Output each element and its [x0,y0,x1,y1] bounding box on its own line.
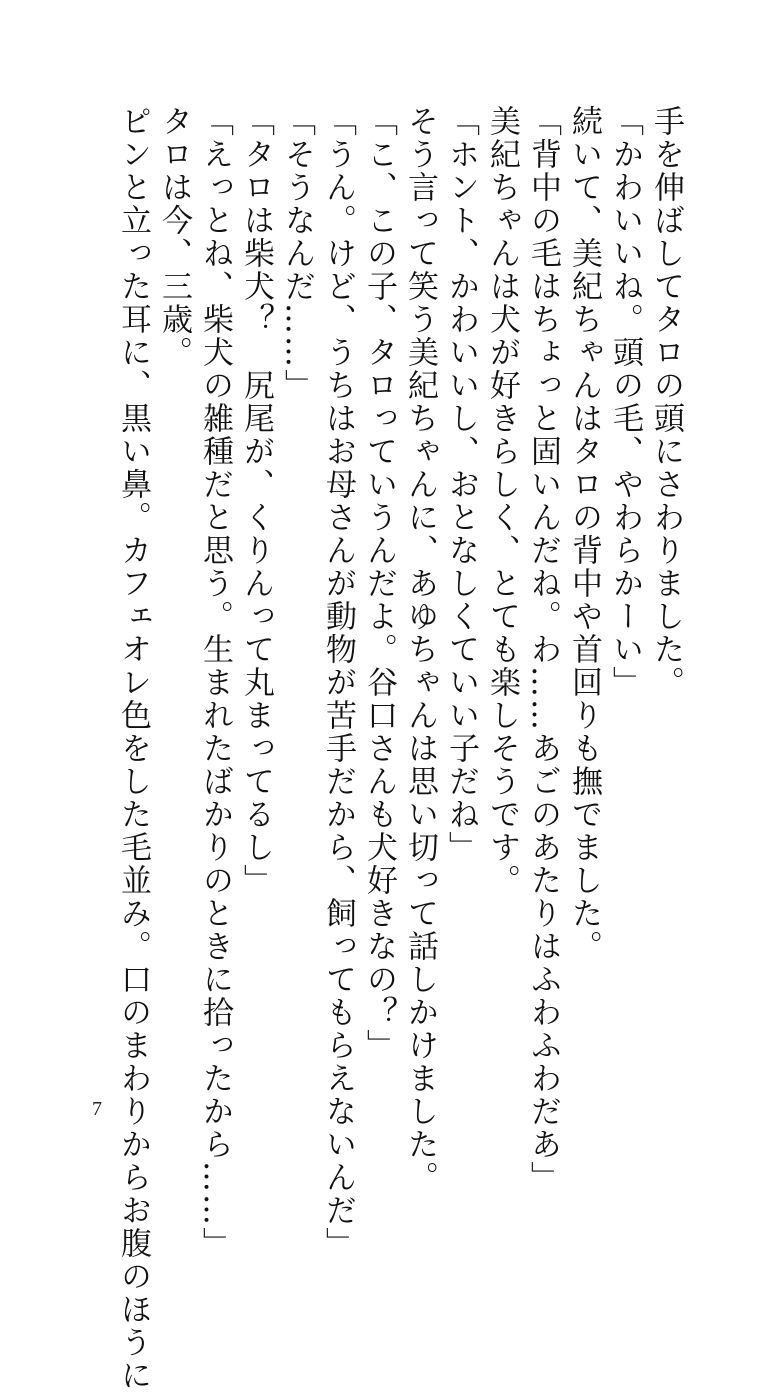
text-line: タロは今、三歳。 [156,105,192,369]
text-line: 「こ、この子、タロっていうんだよ。谷口さんも犬好きなの？」 [361,105,397,1062]
text-line: 手を伸ばしてタロの頭にさわりました。 [648,105,684,699]
text-line: 「ホント、かわいいし、おとなしくていい子だね」 [443,105,479,864]
text-line: 続いて、美紀ちゃんはタロの背中や首回りも撫でました。 [566,105,602,963]
text-line: そう言って笑う美紀ちゃんに、あゆちゃんは思い切って話しかけました。 [402,105,438,1194]
page-number: 7 [92,1098,102,1120]
text-line: 「えっとね、柴犬の雑種だと思う。生まれたばかりのときに拾ったから……」 [197,105,233,1260]
text-line: 「背中の毛はちょっと固いんだね。わ……あごのあたりはふわふわだあ」 [525,105,561,1194]
text-line: 「タロは柴犬？ 尻尾が、くりんって丸まってるし」 [238,105,274,897]
vertical-text-body [66,105,686,1392]
text-line: 美紀ちゃんは犬が好きらしく、とても楽しそうです。 [484,105,520,897]
text-line: 「そうなんだ……」 [279,105,315,402]
text-line: 「うん。けど、うちはお母さんが動物が苦手だから、飼ってもらえないんだ」 [320,105,356,1260]
text-line: ピンと立った耳に、黒い鼻。カフェオレ色をした毛並み。口のまわりからお腹のほうに [115,105,151,1392]
text-line: 「かわいいね。頭の毛、やわらかーい」 [607,105,643,699]
